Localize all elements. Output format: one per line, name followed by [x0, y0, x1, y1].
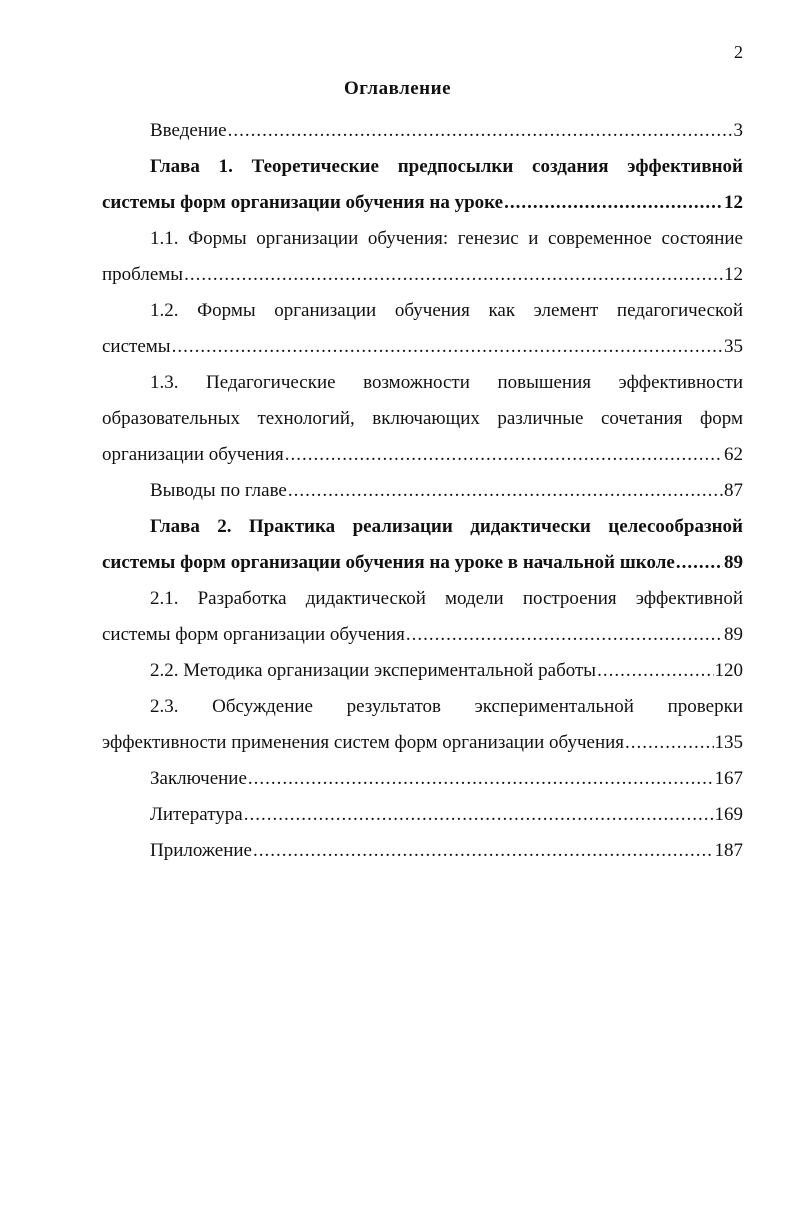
toc-entry-label: Заключение — [150, 768, 247, 789]
toc-entry-label: Приложение — [150, 840, 252, 861]
toc-entry-intro[interactable] — [102, 113, 743, 149]
toc-entry-page: 169 — [714, 804, 743, 825]
toc-entry-line: эффективности применения систем форм организации обучения — [102, 732, 625, 753]
toc-entry-label: Выводы по главе — [150, 480, 287, 501]
toc-entry-page: 12 — [724, 264, 743, 285]
toc-entry-chapter-1-conclusions[interactable] — [102, 473, 743, 509]
toc-entry-line: организации обучения — [102, 444, 284, 465]
toc-entry-section-1-3[interactable] — [102, 365, 743, 473]
toc-entry-line: системы — [102, 336, 171, 357]
toc-entry-line: 1.3. Педагогические возможности повышения эффективности — [150, 372, 743, 393]
dot-leader — [288, 473, 723, 509]
toc-entry-line: 2.3. Обсуждение результатов экспериментальной проверки — [150, 696, 743, 717]
dot-leader — [504, 185, 723, 221]
toc-entry-page: 135 — [714, 732, 743, 753]
toc-entry-page: 3 — [733, 120, 743, 141]
toc-entry-chapter-1[interactable] — [102, 149, 743, 221]
toc-entry-label: 2.2. Методика организации экспериментальной работы — [150, 660, 597, 681]
toc-entry-line: 1.1. Формы организации обучения: генезис и современное состояние — [150, 228, 743, 249]
dot-leader — [248, 761, 714, 797]
toc-entry-conclusion[interactable] — [102, 761, 743, 797]
toc-entry-label: Введение — [150, 120, 227, 141]
toc-entry-page: 62 — [724, 444, 743, 465]
toc-entry-line: 2.1. Разработка дидактической модели построения эффективной — [150, 588, 743, 609]
toc-entry-section-2-2[interactable] — [102, 653, 743, 689]
toc-entry-page: 87 — [724, 480, 743, 501]
toc-entry-line: Глава 2. Практика реализации дидактически целесообразной — [150, 516, 743, 537]
toc-entry-appendix[interactable] — [102, 833, 743, 869]
toc-entry-section-1-1[interactable] — [102, 221, 743, 293]
table-of-contents — [102, 113, 743, 869]
toc-entry-line: системы форм организации обучения на уроке — [102, 192, 504, 213]
toc-entry-line: системы форм организации обучения — [102, 624, 405, 645]
toc-entry-literature[interactable] — [102, 797, 743, 833]
dot-leader — [253, 833, 714, 869]
dot-leader — [228, 113, 733, 149]
dot-leader — [184, 257, 723, 293]
dot-leader — [597, 653, 713, 689]
dot-leader — [625, 725, 713, 761]
toc-entry-section-1-2[interactable] — [102, 293, 743, 365]
toc-entry-section-2-1[interactable] — [102, 581, 743, 653]
toc-entry-page: 12 — [724, 192, 743, 213]
toc-entry-section-2-3[interactable] — [102, 689, 743, 761]
toc-title: Оглавление — [343, 78, 452, 99]
toc-entry-line: 1.2. Формы организации обучения как элемент педагогической — [150, 300, 743, 321]
page-number: 2 — [734, 42, 743, 62]
toc-entry-page: 89 — [724, 624, 743, 645]
dot-leader — [172, 329, 723, 365]
toc-entry-line: системы форм организации обучения на уроке в начальной школе — [102, 552, 675, 573]
toc-entry-page: 120 — [714, 660, 743, 681]
dot-leader — [406, 617, 723, 653]
dot-leader — [285, 437, 723, 473]
toc-entry-line: проблемы — [102, 264, 184, 285]
toc-entry-page: 89 — [724, 552, 743, 573]
toc-entry-page: 167 — [714, 768, 743, 789]
toc-entry-chapter-2[interactable] — [102, 509, 743, 581]
dot-leader — [676, 545, 723, 581]
toc-entry-page: 187 — [714, 840, 743, 861]
toc-entry-page: 35 — [724, 336, 743, 357]
toc-entry-line: образовательных технологий, включающих различные сочетания форм — [102, 408, 743, 429]
toc-entry-line: Глава 1. Теоретические предпосылки создания эффективной — [150, 156, 743, 177]
dot-leader — [244, 797, 714, 833]
toc-entry-label: Литература — [150, 804, 243, 825]
